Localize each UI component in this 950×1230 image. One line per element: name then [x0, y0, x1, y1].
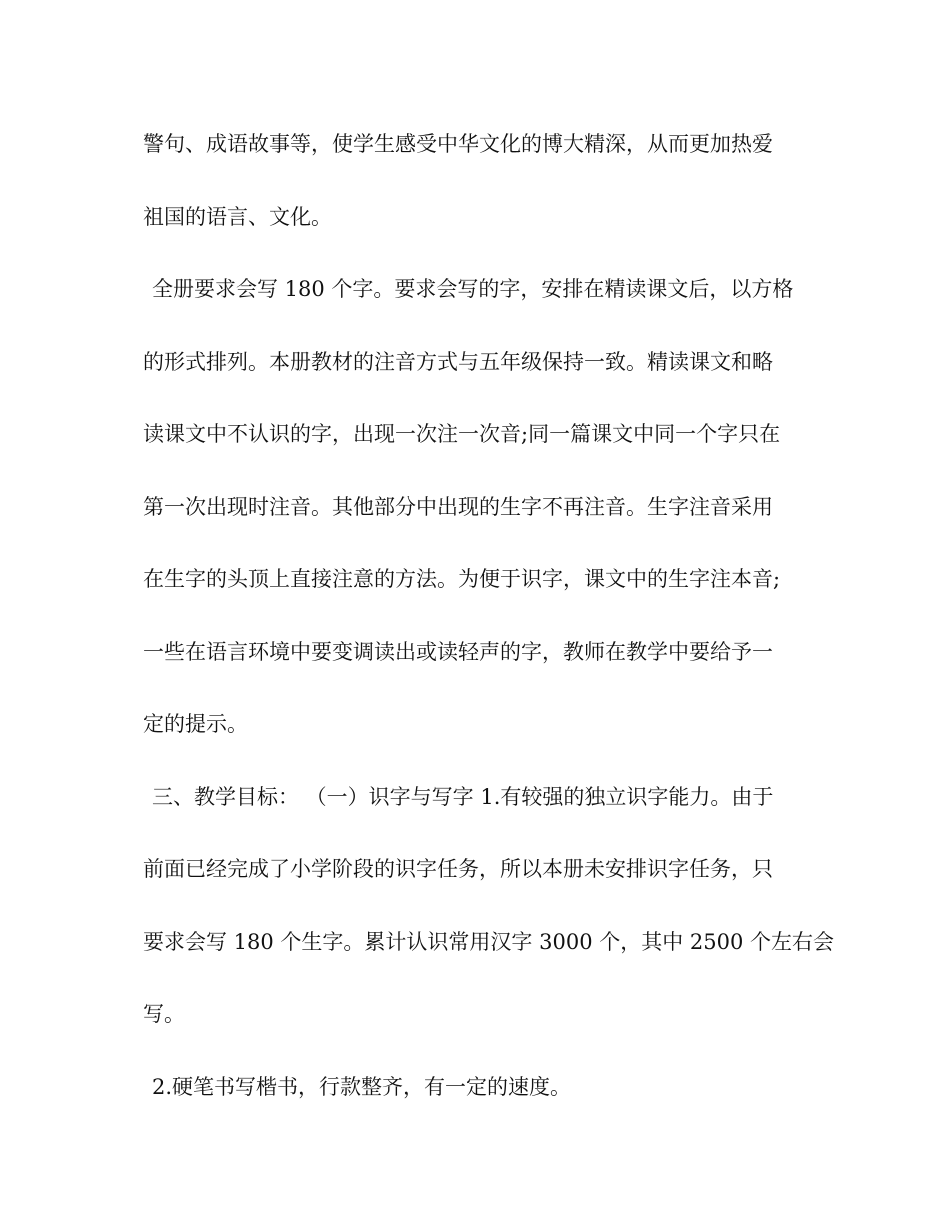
list-item-line: 2.硬笔书写楷书，行款整齐，有一定的速度。 [152, 1074, 572, 1099]
text-line: 第一次出现时注音。其他部分中出现的生字不再注音。生字注音采用 [143, 494, 773, 519]
text-line: 一些在语言环境中要变调读出或读轻声的字，教师在教学中要给予一 [143, 639, 773, 664]
text-line: 的形式排列。本册教材的注音方式与五年级保持一致。精读课文和略 [143, 349, 773, 374]
paragraph-start-line: 全册要求会写 180 个字。要求会写的字，安排在精读课文后，以方格 [152, 277, 794, 301]
text-line: 前面已经完成了小学阶段的识字任务，所以本册未安排识字任务，只 [143, 857, 773, 881]
document-body [143, 126, 835, 1141]
text-line: 在生字的头顶上直接注意的方法。为便于识字，课文中的生字注本音; [143, 567, 781, 591]
text-line: 写。 [143, 1002, 185, 1026]
text-line: 警句、成语故事等，使学生感受中华文化的博大精深，从而更加热爱 [143, 132, 773, 156]
text-line: 要求会写 180 个生字。累计认识常用汉字 3000 个，其中 2500 个左右会 [143, 929, 835, 954]
text-line: 祖国的语言、文化。 [143, 204, 332, 229]
text-line: 读课文中不认识的字，出现一次注一次音;同一篇课文中同一个字只在 [143, 422, 781, 446]
section-heading-line: 三、教学目标： （一）识字与写字 1.有较强的独立识字能力。由于 [152, 784, 774, 809]
text-line: 定的提示。 [143, 712, 248, 736]
